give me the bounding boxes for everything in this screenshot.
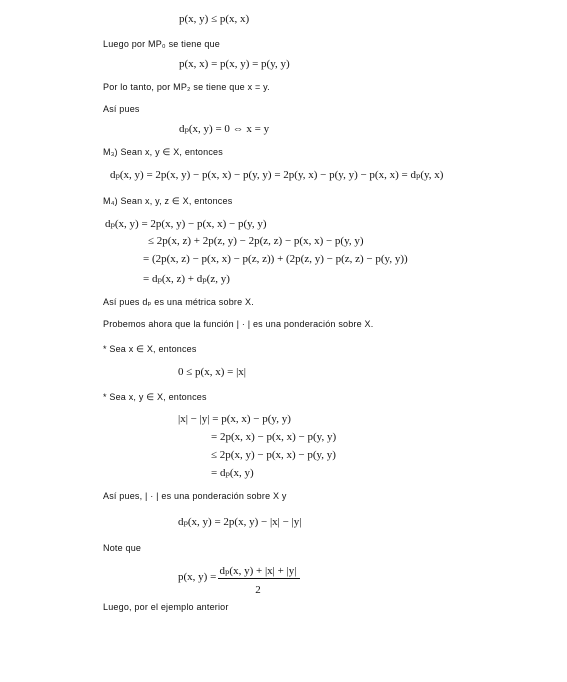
text-line-sea-xy: * Sea x, y ∈ X, entonces	[103, 392, 207, 402]
math-line-11: = 2p(x, x) − p(x, x) − p(y, y)	[211, 431, 337, 443]
math-line-7: = (2p(x, z) − p(x, x) − p(z, z)) + (2p(z, y) − p(z, z) − p(y, y))	[143, 253, 408, 265]
text-line-m3: M₃) Sean x, y ∈ X, entonces	[103, 147, 223, 157]
math-line-5: dₚ(x, y) = 2p(x, y) − p(x, x) − p(y, y)	[105, 218, 267, 230]
text-line-por-lo-tanto: Por lo tanto, por MP₂ se tiene que x = y.	[103, 82, 270, 92]
math-line-3: dₚ(x, y) = 0 ⇔ x = y	[179, 123, 270, 135]
math-line-6: ≤ 2p(x, z) + 2p(z, y) − 2p(z, z) − p(x, x) − p(y, y)	[148, 235, 364, 247]
text-line-asi-pues-ponderacion: Así pues, | · | es una ponderación sobre X y	[103, 491, 287, 501]
math-line-9: 0 ≤ p(x, x) = |x|	[178, 366, 246, 378]
fraction-bar	[218, 578, 300, 579]
text-line-m4: M₄) Sean x, y, z ∈ X, entonces	[103, 196, 233, 206]
fraction-denominator: 2	[255, 584, 261, 596]
fraction-numerator: dₚ(x, y) + |x| + |y|	[219, 565, 297, 577]
text-line-asi-pues-metrica: Así pues dₚ es una métrica sobre X.	[103, 297, 254, 307]
text-line-probemos: Probemos ahora que la función | · | es una ponderación sobre X.	[103, 319, 374, 329]
math-line-2: p(x, x) = p(x, y) = p(y, y)	[179, 58, 290, 70]
math-line-8: = dₚ(x, z) + dₚ(z, y)	[143, 273, 230, 285]
math-line-4: dₚ(x, y) = 2p(x, y) − p(x, x) − p(y, y) = 2p(y, x) − p(y, y) − p(x, x) = dₚ(y, x)	[110, 169, 444, 181]
math-line-12: ≤ 2p(x, y) − p(x, x) − p(y, y)	[211, 449, 336, 461]
math-line-15-left: p(x, y) =	[178, 571, 217, 583]
math-line-14: dₚ(x, y) = 2p(x, y) − |x| − |y|	[178, 516, 302, 528]
text-line-sea-x: * Sea x ∈ X, entonces	[103, 344, 197, 354]
math-line-13: = dₚ(x, y)	[211, 467, 254, 479]
text-line-luego: Luego por MP₀ se tiene que	[103, 39, 221, 49]
text-line-luego-ejemplo: Luego, por el ejemplo anterior	[103, 602, 229, 612]
math-line-1: p(x, y) ≤ p(x, x)	[179, 13, 250, 25]
math-line-10: |x| − |y| = p(x, x) − p(y, y)	[178, 413, 291, 425]
text-line-note-que: Note que	[103, 543, 142, 553]
text-line-asi-pues-1: Así pues	[103, 104, 140, 114]
